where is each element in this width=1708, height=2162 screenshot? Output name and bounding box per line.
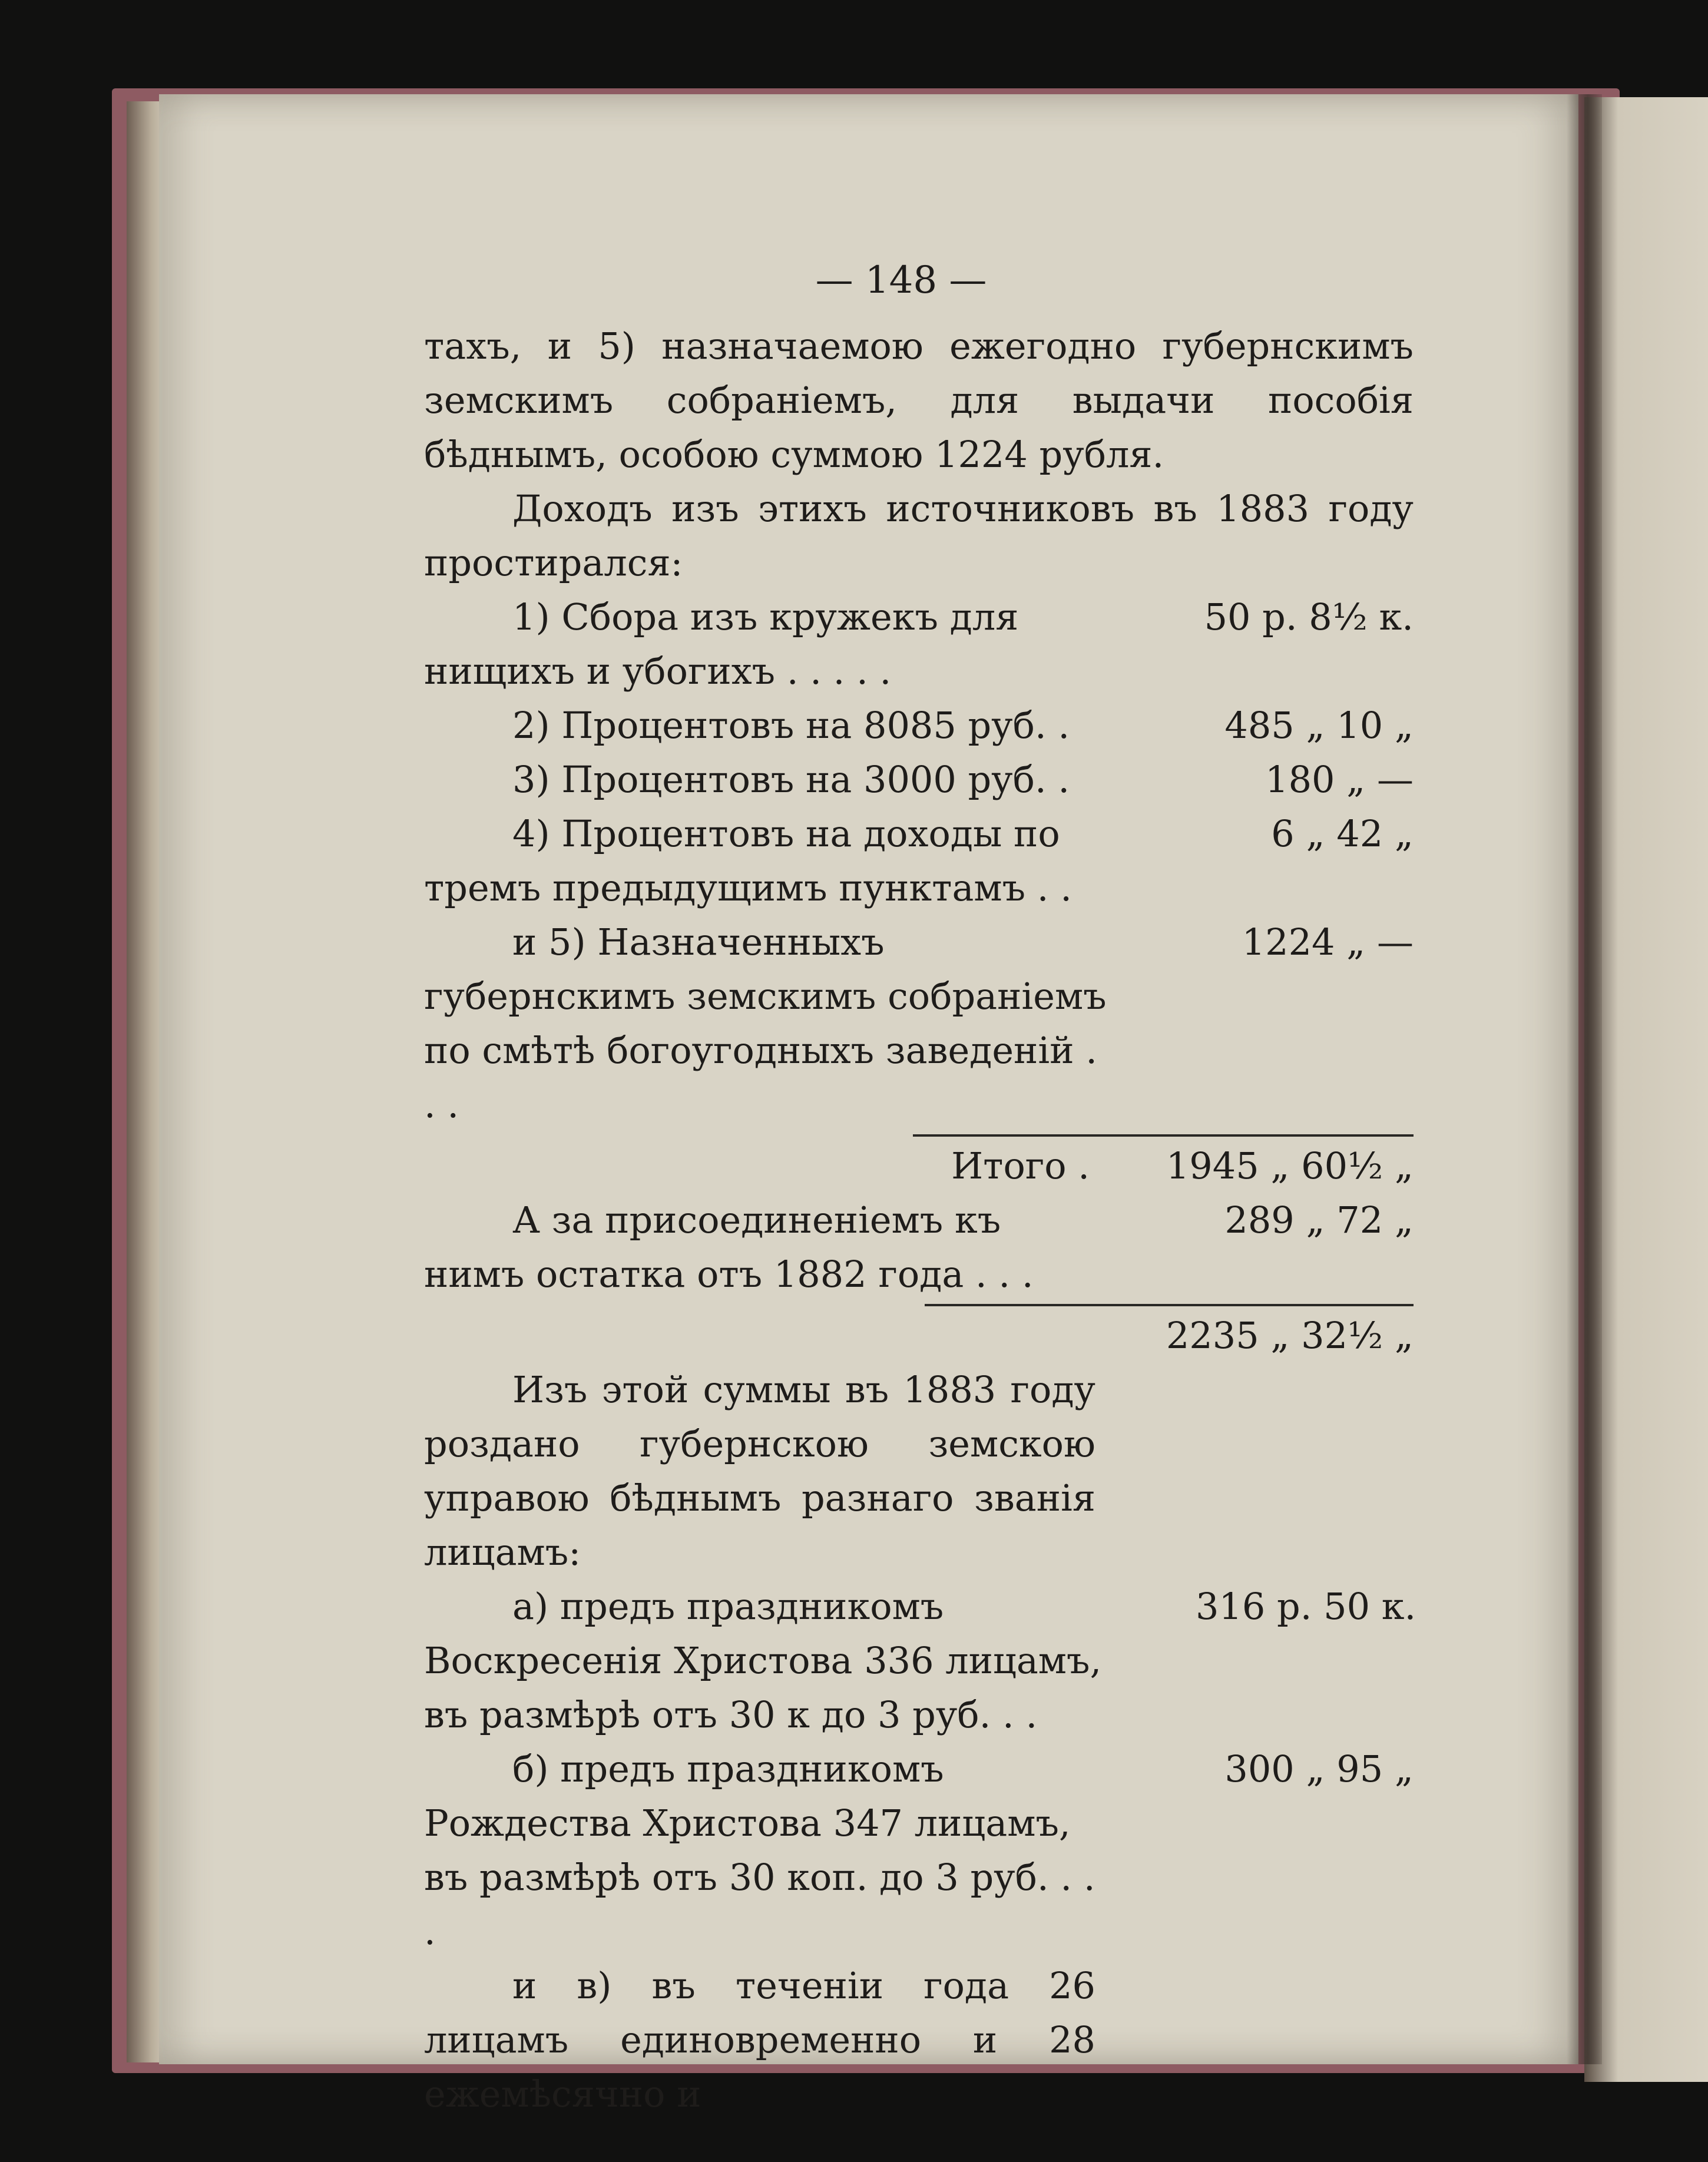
item-label: 1) Сбора изъ кружекъ для нищихъ и убогихъ . . . . .	[424, 595, 1019, 693]
item-label: 2) Процентовъ на 8085 руб. .	[512, 704, 1070, 747]
addition-row	[424, 1193, 1414, 1302]
total-row	[424, 1139, 1414, 1193]
intro-paragraph: тахъ, и 5) назначаемою ежегодно губернскимъ земскимъ собраніемъ, для выдачи пособія бѣднымъ, особою суммою 1224 рубля.	[424, 325, 1414, 476]
income-item	[424, 753, 1414, 807]
page-text	[424, 253, 1414, 2121]
addition-amount: 289 „ 72 „	[1224, 1198, 1414, 1241]
income-item	[424, 698, 1414, 753]
grand-total-row	[424, 1309, 1414, 1363]
closing-paragraph: и в) въ теченіи года 26 лицамъ единовременно и 28 ежемѣсячно и	[424, 1964, 1095, 2115]
page-gutter	[1567, 94, 1602, 2064]
total-rule	[913, 1134, 1414, 1137]
grand-total-rule	[925, 1304, 1414, 1306]
item-label: б) предъ праздникомъ Рождества Христова 347 лицамъ, въ размѣрѣ отъ 30 коп. до 3 руб. . . .	[424, 1747, 1095, 1953]
distribution-item	[424, 1742, 1414, 1959]
item-amount: 180 „ —	[1265, 758, 1414, 801]
item-amount: 50 р. 8½ к.	[1204, 595, 1414, 638]
item-label: и 5) Назначенныхъ губернскимъ земскимъ собраніемъ по смѣтѣ богоугодныхъ заведеній . . .	[424, 921, 1107, 1126]
total-label: Итого .	[951, 1144, 1090, 1187]
income-item	[424, 915, 1414, 1132]
item-label: 3) Процентовъ на 3000 руб. .	[512, 758, 1070, 801]
item-amount: 6 „ 42 „	[1271, 812, 1414, 855]
income-header: Доходъ изъ этихъ источниковъ въ 1883 году простирался:	[424, 487, 1414, 584]
page-edges	[127, 101, 162, 2062]
item-amount: 316 р. 50 к.	[1196, 1585, 1416, 1628]
item-label: а) предъ праздникомъ Воскресенія Христова 336 лицамъ, въ размѣрѣ отъ 30 к до 3 руб. . .	[424, 1585, 1102, 1736]
item-amount: 300 „ 95 „	[1224, 1747, 1414, 1790]
addition-label: А за присоединеніемъ къ нимъ остатка отъ 1882 года . . .	[424, 1198, 1034, 1296]
item-label: 4) Процентовъ на доходы по тремъ предыдущимъ пунктамъ . .	[424, 812, 1072, 909]
total-amount: 1945 „ 60½ „	[1166, 1144, 1414, 1187]
page-number: — 148 —	[815, 259, 987, 302]
grand-total-amount: 2235 „ 32½ „	[1166, 1314, 1414, 1357]
distribution-header: Изъ этой суммы въ 1883 году роздано губернскою земскою управою бѣднымъ разнаго званія лицамъ:	[424, 1368, 1095, 1574]
item-amount: 485 „ 10 „	[1224, 704, 1414, 747]
facing-page-edge	[1584, 97, 1708, 2082]
income-item	[424, 807, 1414, 915]
distribution-item	[424, 1580, 1414, 1742]
item-amount: 1224 „ —	[1242, 921, 1414, 964]
income-item	[424, 590, 1414, 698]
